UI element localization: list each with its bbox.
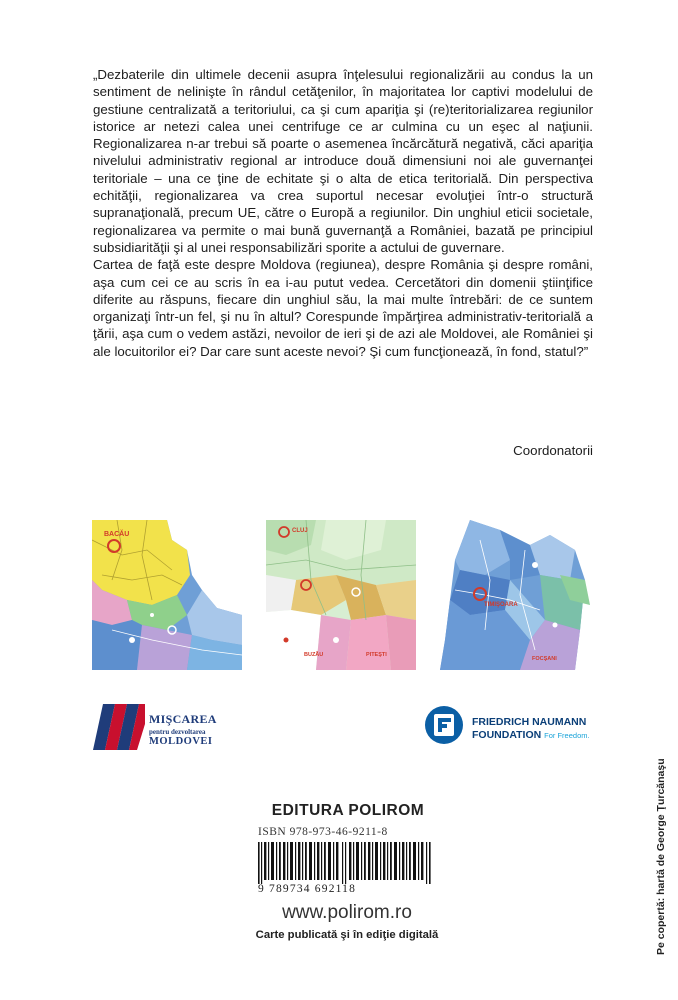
barcode-number: 9 789734 692118 [258,883,357,895]
miscarea-subtitle: pentru dezvoltarea [149,728,206,736]
isbn-barcode [258,842,438,884]
map-label-buzau: BUZĂU [304,652,324,658]
map-label-timisoara: TIMIŞOARA [484,602,518,608]
miscarea-title: MIŞCAREA [149,712,217,726]
digital-edition-note: Carte publicată şi în ediţie digitală [255,929,439,941]
map-moldova-region [92,520,242,670]
map-banat-region [440,520,590,670]
miscarea-chevron-icon [93,704,145,750]
fnf-tagline: For Freedom. [544,731,590,740]
isbn-text: ISBN 978-973-46-9211-8 [258,826,388,838]
signature-coordonatorii: Coordonatorii [513,443,593,458]
fnf-line-2: FOUNDATION [472,729,542,741]
miscarea-moldovei: MOLDOVEI [149,736,213,747]
map-carpathian-region [266,520,416,670]
cover-map-credit: Pe copertă: hartă de George Ţurcănaşu [655,758,667,955]
map-label-pitesti: PITEŞTI [366,652,387,658]
friedrich-naumann-logo [425,706,615,750]
blurb-paragraph-1: „Dezbaterile din ultimele decenii asupra înţelesului regionalizării au condus la un sentiment de nelinişte în rândul cetăţenilor, în majoritatea lor captivi modelului de gestiune centralizată a teritoriului, ca şi cum apariţia şi (re)teritorializarea regiunilor istorice ar netezi calea unei centrifuge ce ar culmina cu un eşec al naţiunii. Regionalizarea n-ar trebui să poarte o asemenea încărcătură negativă, căci apariţia nivelului administrativ regional ar introduce două dimensiuni noi ale guvernanţei teritoriale – una ce ţine de echitate şi o alta de etica teritorială. Din perspectiva echităţii, regionalizarea va crea suportul necesar evoluţiei într-o structură supranaţională, precum UE, către o Europă a regiunilor. Din unghiul eticii societale, regionalizarea va permite o mai bună guvernanţă a României, bazată pe principiul subsidiarităţii şi al unei responsabilizări sporite a actului de guvernare. [93,67,593,255]
map-label-focsani: FOCŞANI [532,656,557,662]
fnf-line-1: FRIEDRICH NAUMANN [472,716,587,728]
publisher-name: EDITURA POLIROM [271,802,425,819]
publisher-website[interactable]: www.polirom.ro [282,902,412,923]
back-cover-blurb [93,66,593,360]
map-label-cluj: CLUJ [292,528,308,534]
fnf-f-icon [425,706,463,744]
map-label-bacau: BACĂU [104,531,130,538]
blurb-paragraph-2: Cartea de faţă este despre Moldova (regiunea), despre România şi despre români, aşa cum cei ce au scris în ea i-au putut vedea. Cercetători din domenii ştiinţifice diferite au răspuns, fiecare din unghiul său, la mai multe întrebări: de ce suntem organizaţi într-un fel, şi nu în altul? Corespunde împărţirea administrativ-teritorială a ţării, aşa cum o vedem astăzi, nevoilor de ieri şi de azi ale Moldovei, ale României şi ale locuitorilor ei? Dar care sunt aceste nevoi? Şi cum funcţionează, în fond, statul?” [93,257,593,359]
miscarea-moldovei-logo [93,704,273,754]
